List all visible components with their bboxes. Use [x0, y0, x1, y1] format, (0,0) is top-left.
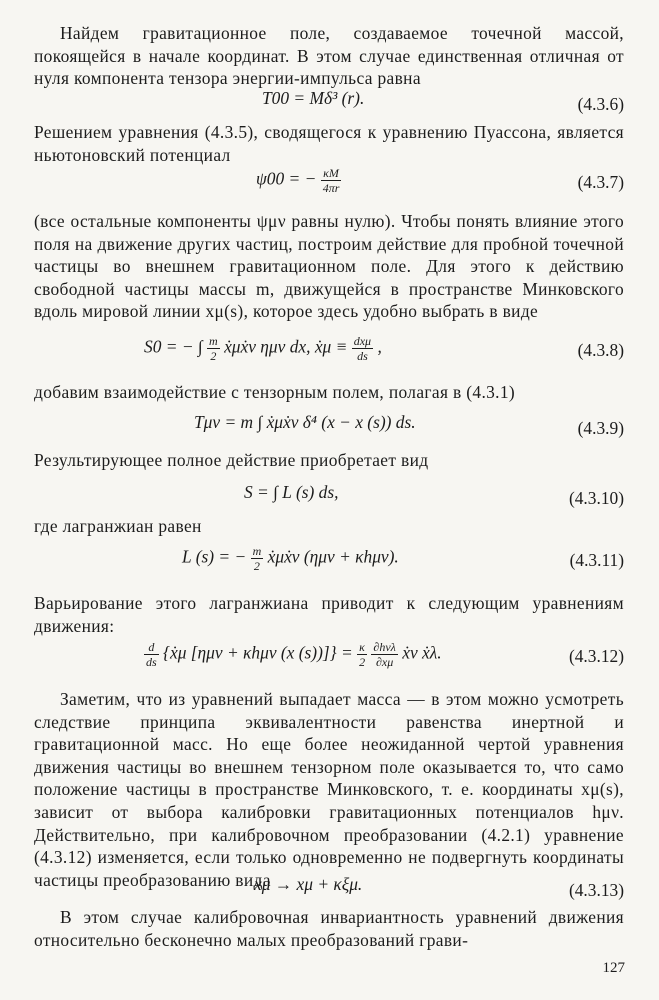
paragraph-7: Варьирование этого лагранжиана приводит к следующим уравнениям движения: [34, 593, 624, 636]
fraction-denominator: ds [357, 349, 368, 363]
fraction-denominator: ∂xμ [376, 655, 394, 669]
paragraph-9: В этом случае калибровочная инвариантность уравнений движения относительно бесконечно малых преобразований грави- [34, 907, 624, 950]
equation-part: ẋν ẋλ. [402, 642, 442, 663]
fraction-numerator: dxμ [353, 334, 372, 348]
paragraph-4: добавим взаимодействие с тензорным полем, полагая в (4.3.1) [34, 382, 516, 402]
fraction-numerator: m [209, 334, 218, 348]
fraction [321, 166, 342, 195]
paragraph-1: Найдем гравитационное поле, создаваемое точечной массой, покоящейся в начале координат. В этом случае единственная отличная от нуля компонента тензора энергии-импульса равна [34, 23, 624, 89]
equation-4-3-7 [34, 166, 624, 200]
equation-number: (4.3.8) [577, 340, 624, 360]
equation-4-3-12 [34, 640, 624, 674]
equation-number: (4.3.7) [577, 172, 624, 192]
equation-part: {ẋμ [ημν + κhμν (x (s))]} = [163, 642, 353, 663]
equation-4-3-10 [34, 482, 624, 516]
equation-4-3-9 [34, 412, 624, 446]
paragraph-5: Результирующее полное действие приобретает вид [34, 450, 429, 470]
fraction [144, 640, 159, 669]
fraction [207, 334, 220, 363]
equation-lhs: ψ00 = − [256, 168, 317, 189]
equation-number: (4.3.12) [568, 646, 624, 666]
equation-number: (4.3.6) [577, 94, 624, 114]
equation-body: S = ∫ L (s) ds, [244, 482, 339, 502]
equation-body [144, 640, 442, 669]
equation-4-3-8 [34, 334, 624, 368]
equation-body [256, 166, 341, 195]
fraction-denominator: 2 [210, 349, 217, 363]
equation-part: ẋμẋν ημν dx, ẋμ ≡ [224, 336, 348, 357]
equation-body [182, 544, 399, 573]
fraction [371, 640, 397, 669]
fraction-numerator: κ [357, 640, 367, 655]
fraction-denominator: ds [146, 655, 157, 669]
equation-body: Tμν = m ∫ ẋμẋν δ⁴ (x − x (s)) ds. [194, 412, 416, 432]
equation-number: (4.3.9) [577, 418, 624, 438]
equation-number: (4.3.11) [569, 550, 624, 570]
equation-part: L (s) = − [182, 546, 247, 567]
equation-4-3-11 [34, 544, 624, 578]
paragraph-2: Решением уравнения (4.3.5), сводящегося к уравнению Пуассона, является ньютоновский потенциал [34, 122, 624, 165]
equation-body: T00 = Mδ³ (r). [262, 88, 365, 108]
paragraph-6: где лагранжиан равен [34, 516, 202, 536]
paragraph-3: (все остальные компоненты ψμν равны нулю). Чтобы понять влияние этого поля на движение других частиц, построим действие для пробной точечной частицы во внешнем гравитационном поле. Для этого к действию свободной частицы массы m, движущейся в пространстве Минковского вдоль мировой линии xμ(s), которое здесь удобно выбрать в виде [34, 211, 624, 322]
fraction-numerator: m [252, 544, 262, 558]
paragraph-8: Заметим, что из уравнений выпадает масса — в этом можно усмотреть следствие принципа эквивалентности равенства инертной и гравитационной масс. Но еще более неожиданной чертой уравнения движения частицы во внешнем тензорном поле оказывается то, что само положение частицы в пространстве Минковского, т. е. координаты xμ(s), зависит от выбора калибровки гравитационных потенциалов hμν. Действительно, при калибровочном преобразовании (4.2.1) уравнение (4.3.12) изменяется, если только одновременно не подвергнуть координаты частицы преобразованию вида [34, 689, 624, 890]
page-number: 127 [602, 960, 625, 976]
equation-body: xμ → xμ + κξμ. [254, 874, 363, 894]
equation-4-3-13 [34, 874, 624, 908]
equation-part: S0 = − ∫ [144, 336, 203, 357]
fraction-denominator: 2 [253, 559, 260, 573]
equation-number: (4.3.13) [568, 880, 624, 900]
fraction-numerator: ∂hνλ [373, 640, 396, 654]
fraction-denominator: 4πr [322, 181, 340, 195]
equation-part: ẋμẋν (ημν + κhμν). [267, 546, 399, 567]
equation-4-3-6 [34, 88, 624, 122]
fraction-numerator: d [144, 640, 159, 655]
equation-part: , [377, 336, 382, 357]
fraction [251, 544, 264, 573]
fraction [352, 334, 373, 363]
equation-body [144, 334, 382, 363]
fraction [357, 640, 367, 669]
equation-number: (4.3.10) [568, 488, 624, 508]
fraction-denominator: 2 [359, 655, 366, 669]
fraction-numerator: κM [321, 166, 342, 181]
